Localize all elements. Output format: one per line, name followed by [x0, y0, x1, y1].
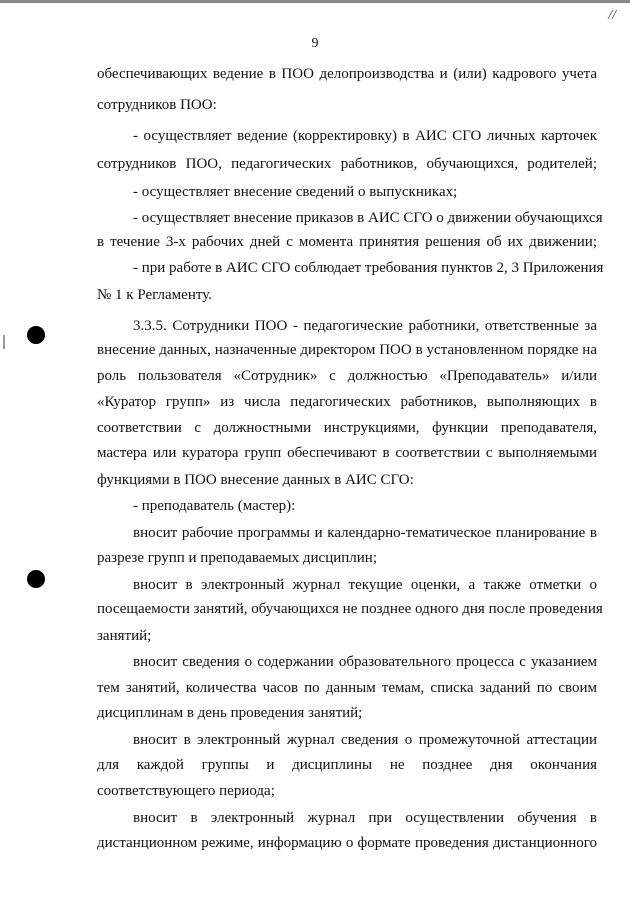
text-line-content: № 1 к Регламенту. — [97, 287, 212, 303]
text-line-content: вносит в электронный журнал сведения о промежуточной аттестации — [133, 732, 597, 748]
text-line-content: вносит рабочие программы и календарно-тематическое планирование в — [133, 525, 597, 541]
punch-hole — [27, 570, 45, 588]
text-line-content: сотрудников ПОО, педагогических работников, обучающихся, родителей; — [97, 156, 597, 172]
scan-mark — [3, 335, 5, 349]
text-line-content: функциями в ПОО внесение данных в АИС СГО: — [97, 472, 414, 488]
text-line-content: вносит в электронный журнал текущие оценки, а также отметки о — [133, 577, 597, 593]
corner-mark: // — [608, 8, 616, 23]
text-line-content: «Куратор групп» из числа педагогических работников, выполняющих в — [97, 394, 597, 410]
text-line-content: разрезе групп и преподаваемых дисциплин; — [97, 550, 377, 566]
text-line-content: - при работе в АИС СГО соблюдает требования пунктов 2, 3 Приложения — [133, 260, 604, 276]
text-line-content: роль пользователя «Сотрудник» с должностью «Преподаватель» и/или — [97, 368, 597, 384]
text-line-content: вносит сведения о содержании образовательного процесса с указанием — [133, 654, 597, 670]
text-line-content: - осуществляет внесение сведений о выпускниках; — [133, 184, 458, 200]
text-line-content: занятий; — [97, 628, 152, 644]
text-line-content: мастера или куратора групп обеспечивают в соответствии с выполняемыми — [97, 445, 597, 461]
text-line-content: тем занятий, количества часов по данным темам, списка заданий по своим — [97, 680, 597, 696]
text-line-content: соответствующего периода; — [97, 783, 275, 799]
text-line-content: обеспечивающих ведение в ПОО делопроизводства и (или) кадрового учета — [97, 66, 597, 82]
text-line-content: внесение данных, назначенные директором ПОО в установленном порядке на — [97, 342, 597, 358]
text-line-content: дисциплинам в день проведения занятий; — [97, 705, 363, 721]
punch-hole — [27, 326, 45, 344]
text-line-content: для каждой группы и дисциплины не позднее дня окончания — [97, 757, 597, 773]
text-line-content: сотрудников ПОО: — [97, 97, 217, 113]
scan-edge — [0, 0, 630, 3]
text-line-content: в течение 3-х рабочих дней с момента принятия решения об их движении; — [97, 234, 597, 250]
page-number: 9 — [311, 36, 319, 51]
text-line-content: дистанционном режиме, информацию о формате проведения дистанционного — [97, 835, 597, 851]
text-line-content: 3.3.5. Сотрудники ПОО - педагогические работники, ответственные за — [133, 318, 597, 334]
text-line-content: - осуществляет ведение (корректировку) в АИС СГО личных карточек — [133, 128, 597, 144]
text-line-content: - осуществляет внесение приказов в АИС СГО о движении обучающихся — [133, 210, 603, 226]
text-line-content: посещаемости занятий, обучающихся не позднее одного дня после проведения — [97, 601, 603, 617]
text-line-content: соответствии с должностными инструкциями, функции преподавателя, — [97, 420, 597, 436]
text-line-content: - преподаватель (мастер): — [133, 498, 296, 514]
text-line-content: вносит в электронный журнал при осуществлении обучения в — [133, 810, 597, 826]
